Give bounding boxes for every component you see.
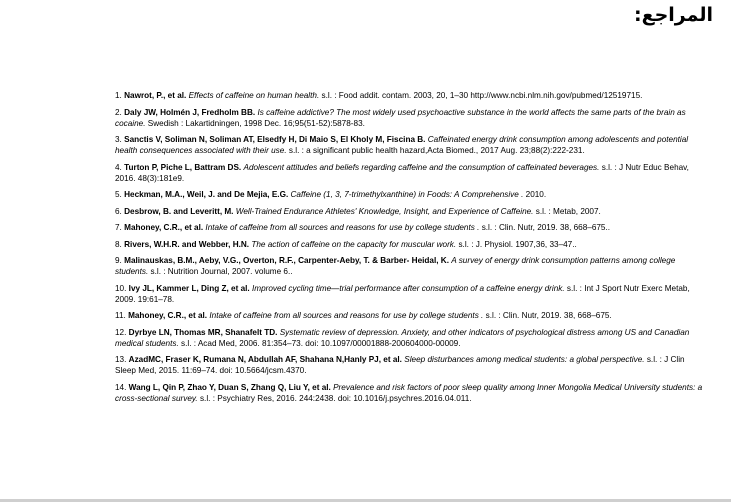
- reference-authors: Turton P, Piche L, Battram DS.: [124, 162, 242, 172]
- reference-authors: Malinauskas, B.M., Aeby, V.G., Overton, R.F., Carpenter-Aeby, T. & Barber- Heidal, K.: [124, 256, 449, 265]
- reference-item: [115, 327, 705, 349]
- reference-title: Well-Trained Endurance Athletes' Knowledge, Insight, and Experience of Caffeine.: [235, 206, 534, 216]
- reference-authors: Nawrot, P., et al.: [124, 91, 187, 100]
- reference-title: Effects of caffeine on human health.: [188, 91, 320, 100]
- reference-title: Adolescent attitudes and beliefs regarding caffeine and the consumption of caffeinated beverages.: [243, 162, 600, 172]
- reference-item: [115, 255, 705, 277]
- reference-source: s.l. : J Nutr Educ Behav, 2016. 48(3):181e9.: [115, 162, 689, 183]
- reference-item: [115, 222, 705, 233]
- reference-number: 6.: [115, 206, 122, 216]
- reference-item: [115, 107, 705, 129]
- reference-number: 4.: [115, 162, 122, 172]
- reference-authors: Mahoney, C.R., et al.: [124, 223, 204, 232]
- reference-number: 3.: [115, 135, 122, 144]
- reference-number: 12.: [115, 327, 127, 337]
- reference-title: Sleep disturbances among medical students: a global perspective.: [404, 355, 645, 364]
- reference-title: Caffeine (1, 3, 7-trimethylxanthine) in Foods: A Comprehensive .: [290, 190, 524, 199]
- reference-source: 2010.: [525, 190, 547, 199]
- reference-source: s.l. : Clin. Nutr, 2019. 38, 668–675.: [485, 311, 612, 320]
- reference-title: Intake of caffeine from all sources and reasons for use by college students .: [209, 311, 484, 320]
- reference-number: 2.: [115, 107, 122, 117]
- reference-source: s.l. : J. Physiol. 1907,36, 33–47..: [458, 239, 577, 249]
- reference-item: [115, 206, 705, 217]
- reference-authors: Rivers, W.H.R. and Webber, H.N.: [124, 239, 250, 249]
- reference-authors: Sanctis V, Soliman N, Soliman AT, Elsedfy H, Di Maio S, El Kholy M, Fiscina B.: [124, 135, 426, 144]
- reference-authors: Daly JW, Holmén J, Fredholm BB.: [124, 107, 256, 117]
- reference-source: s.l. : a significant public health hazard,Acta Biomed., 2017 Aug. 23;88(2):222-231.: [288, 146, 585, 155]
- reference-number: 9.: [115, 256, 122, 265]
- reference-number: 8.: [115, 239, 122, 249]
- reference-source: s.l. : Psychiatry Res, 2016. 244:2438. doi: 10.1016/j.psychres.2016.04.011.: [199, 393, 472, 403]
- reference-title: A survey of energy drink consumption patterns among college students.: [115, 256, 676, 276]
- reference-title: The action of caffeine on the capacity for muscular work.: [251, 239, 457, 249]
- reference-item: [115, 354, 705, 376]
- reference-authors: AzadMC, Fraser K, Rumana N, Abdullah AF, Shahana N,Hanly PJ, et al.: [128, 355, 402, 364]
- reference-item: [115, 283, 705, 305]
- reference-number: 11.: [115, 311, 126, 320]
- reference-item: [115, 189, 705, 200]
- reference-source: s.l. : Nutrition Journal, 2007. volume 6..: [150, 267, 293, 276]
- reference-source: s.l. : Clin. Nutr, 2019. 38, 668–675..: [481, 223, 611, 232]
- reference-item: [115, 162, 705, 184]
- reference-title: Improved cycling time—trial performance after consumption of a caffeine energy drink.: [251, 283, 565, 293]
- reference-authors: Desbrow, B. and Leveritt, M.: [124, 206, 234, 216]
- reference-title: Is caffeine addictive? The most widely used psychoactive substance in the world affects the same parts of the brain as cocaine.: [115, 107, 686, 128]
- reference-number: 13.: [115, 355, 127, 364]
- reference-title: Caffeinated energy drink consumption among adolescents and potential health consequences associated with their use.: [115, 135, 689, 155]
- reference-title: Intake of caffeine from all sources and reasons for use by college students .: [205, 223, 480, 232]
- reference-authors: Mahoney, C.R., et al.: [128, 311, 208, 320]
- reference-authors: Wang L, Qin P, Zhao Y, Duan S, Zhang Q, Liu Y, et al.: [128, 382, 331, 392]
- reference-number: 14.: [115, 382, 127, 392]
- reference-source: s.l. : J Clin Sleep Med, 2015. 11:69–74. doi: 10.5664/jcsm.4370.: [115, 355, 685, 375]
- reference-source: Swedish : Lakartidningen, 1998 Dec. 16;95(51-52):5878-83.: [147, 118, 365, 128]
- references-list: [115, 90, 705, 409]
- reference-source: s.l. : Food addit. contam. 2003, 20, 1–30 http://www.ncbi.nlm.nih.gov/pubmed/12519715.: [321, 91, 643, 100]
- reference-item: [115, 239, 705, 250]
- reference-source: s.l. : Metab, 2007.: [535, 206, 601, 216]
- reference-source: s.l. : Int J Sport Nutr Exerc Metab, 2009. 19:61–78.: [115, 283, 690, 304]
- reference-title: Prevalence and risk factors of poor sleep quality among Inner Mongolia Medical University students: a cross-sectional survey.: [115, 382, 703, 403]
- reference-number: 1.: [115, 91, 122, 100]
- reference-number: 10.: [115, 283, 127, 293]
- reference-item: [115, 382, 705, 404]
- reference-authors: Heckman, M.A., Weil, J. and De Mejia, E.G.: [124, 190, 289, 199]
- reference-number: 5.: [115, 190, 122, 199]
- reference-number: 7.: [115, 223, 122, 232]
- reference-item: [115, 310, 705, 321]
- reference-authors: Ivy JL, Kammer L, Ding Z, et al.: [128, 283, 250, 293]
- reference-item: [115, 134, 705, 156]
- reference-source: s.l. : Acad Med, 2006. 81:354–73. doi: 10.1097/00001888-200604000-00009.: [181, 338, 461, 348]
- reference-item: [115, 90, 705, 101]
- reference-authors: Dyrbye LN, Thomas MR, Shanafelt TD.: [128, 327, 278, 337]
- references-heading: المراجع:: [634, 4, 713, 26]
- reference-title: Systematic review of depression. Anxiety, and other indicators of psychological distress among US and Canadian medical students.: [115, 327, 690, 348]
